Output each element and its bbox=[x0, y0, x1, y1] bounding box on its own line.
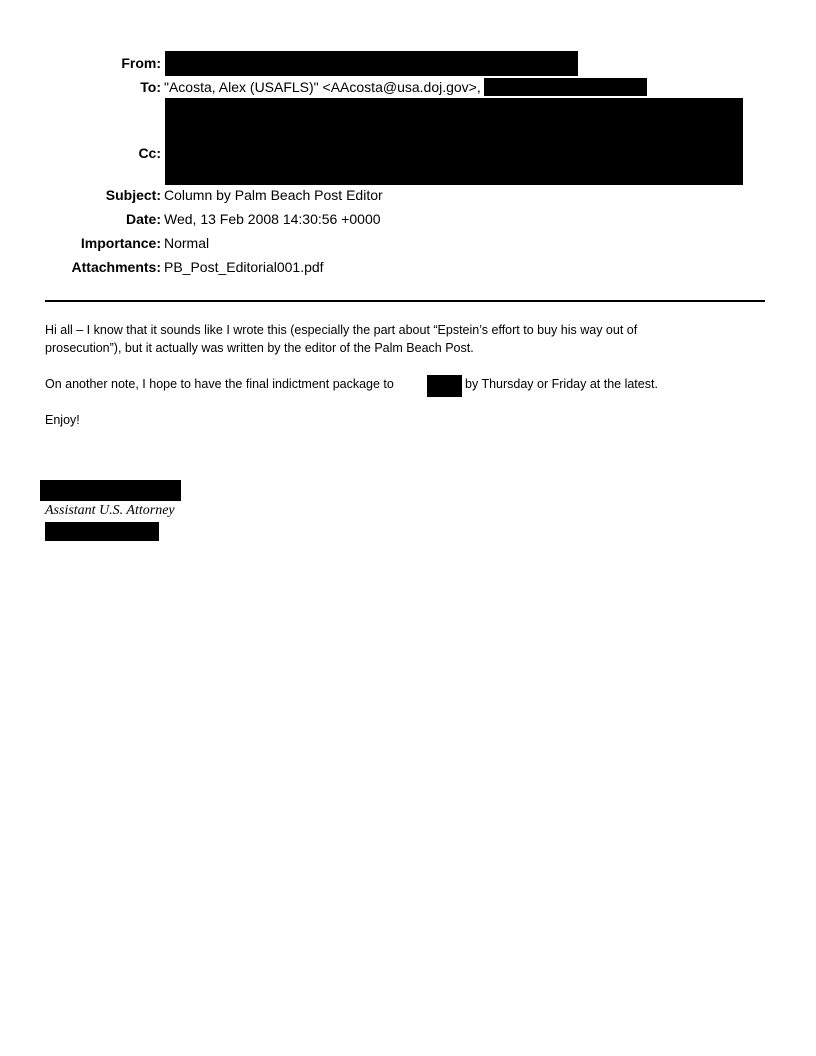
recipient-redaction bbox=[427, 375, 462, 397]
importance-label: Importance: bbox=[80, 235, 161, 251]
from-label: From: bbox=[121, 55, 161, 71]
from-redaction bbox=[165, 51, 578, 76]
body-paragraph-1-line-1: Hi all – I know that it sounds like I wrote this (especially the part about “Epstein’s effort to buy his way out of bbox=[45, 323, 638, 337]
to-value: "Acosta, Alex (USAFLS)" <AAcosta@usa.doj.gov>, bbox=[164, 79, 481, 95]
body-paragraph-1-line-2: prosecution”), but it actually was written by the editor of the Palm Beach Post. bbox=[45, 341, 474, 355]
date-label: Date: bbox=[125, 211, 161, 227]
importance-value: Normal bbox=[164, 235, 210, 251]
subject-value: Column by Palm Beach Post Editor bbox=[164, 187, 383, 203]
body-paragraph-2-end: by Thursday or Friday at the latest. bbox=[465, 377, 658, 391]
cc-redaction bbox=[165, 98, 743, 185]
to-label: To: bbox=[140, 79, 161, 95]
attachments-label: Attachments: bbox=[71, 259, 161, 275]
body-paragraph-2-start: On another note, I hope to have the final indictment package to bbox=[45, 377, 394, 391]
subject-label: Subject: bbox=[105, 187, 161, 203]
signature-contact-redaction bbox=[45, 522, 159, 541]
header-divider bbox=[45, 300, 765, 302]
signature-title: Assistant U.S. Attorney bbox=[45, 503, 175, 518]
body-paragraph-3: Enjoy! bbox=[45, 413, 80, 427]
signature-name-redaction bbox=[40, 480, 181, 501]
date-value: Wed, 13 Feb 2008 14:30:56 +0000 bbox=[164, 211, 381, 227]
cc-label: Cc: bbox=[138, 145, 161, 161]
attachments-value[interactable]: PB_Post_Editorial001.pdf bbox=[164, 259, 324, 275]
to-redaction bbox=[484, 78, 647, 96]
